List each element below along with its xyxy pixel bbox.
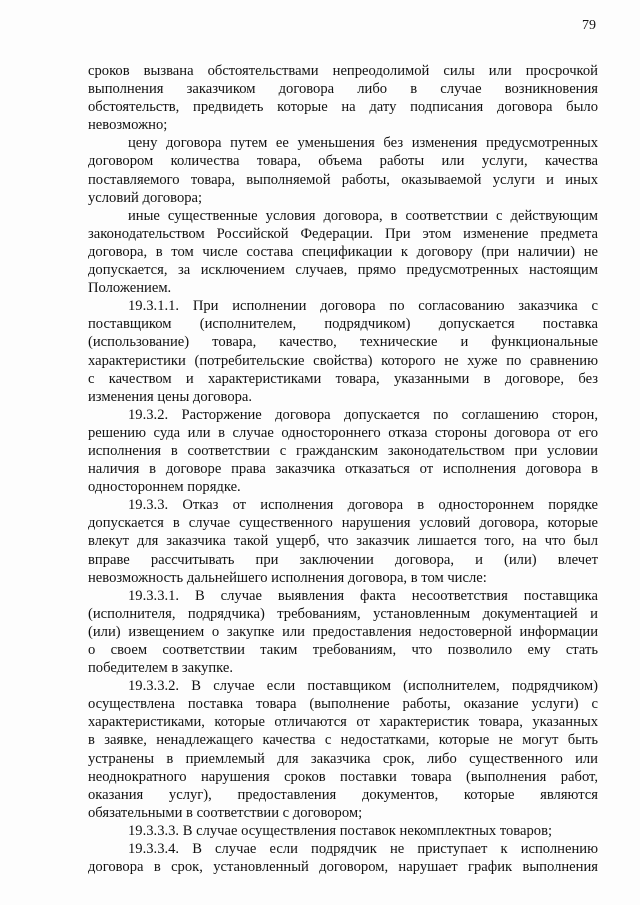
text-line: о своем соответствии таким требованиям, что позволило ему стать bbox=[88, 642, 598, 658]
text-line: выполнения заказчиком договора либо в случае возникновения bbox=[88, 81, 598, 98]
text-line: договора в срок, установленный договором, нарушает график выполнения bbox=[88, 859, 598, 876]
text-line: 19.3.3.1. В случае выявления факта несоответствия поставщика bbox=[128, 587, 598, 604]
text-line: иные существенные условия договора, в соответствии с действующим bbox=[128, 207, 598, 224]
text-line: оказания услуг), предоставления документов, которые являются bbox=[88, 786, 598, 803]
text-line: неоднократного нарушения сроков поставки товара (выполнения работ, bbox=[88, 768, 598, 785]
text-line: Положением. bbox=[88, 280, 172, 297]
text-line: с качеством и характеристиками товара, указанными в договоре, без bbox=[88, 370, 598, 387]
text-line: допускается в случае существенного нарушения условий договора, которые bbox=[88, 515, 598, 532]
text-line: изменения цены договора. bbox=[88, 388, 253, 405]
text-line: поставщиком (исполнителем, подрядчиком) допускается поставка bbox=[88, 316, 598, 333]
text-line: характеристики (потребительские свойства) которого не хуже по сравнению bbox=[88, 352, 598, 369]
text-line: договором количества товара, объема работы или услуги, качества bbox=[88, 153, 598, 170]
text-line: 19.3.1.1. При исполнении договора по согласованию заказчика с bbox=[128, 298, 598, 315]
page-number: 79 bbox=[582, 18, 596, 33]
text-line: победителем в закупке. bbox=[88, 660, 233, 677]
text-line: (или) извещением о закупке или предоставления недостоверной информации bbox=[88, 623, 598, 640]
text-line: решению суда или в случае одностороннего отказа стороны договора от его bbox=[88, 424, 598, 441]
text-line: в заявке, ненадлежащего качества с недостатками, которые не могут быть bbox=[88, 732, 598, 749]
text-line: законодательством Российской Федерации. При этом изменение предмета bbox=[88, 225, 598, 242]
text-line: 19.3.3.3. В случае осуществления поставок некомплектных товаров; bbox=[128, 822, 553, 839]
text-line: вправе рассчитывать при заключении договора, и (или) влечет bbox=[88, 551, 598, 568]
text-line: устранены в приемлемый для заказчика срок, либо существенного или bbox=[88, 750, 598, 767]
text-line: сроков вызвана обстоятельствами непреодолимой силы или просрочкой bbox=[88, 63, 598, 79]
text-line: (исполнителя, подрядчика) требованиям, установленным документацией и bbox=[88, 605, 598, 622]
text-line: условий договора; bbox=[88, 189, 203, 206]
text-line: одностороннем порядке. bbox=[88, 479, 241, 496]
text-line: исполнения в соответствии с гражданским законодательством при условии bbox=[88, 442, 598, 459]
text-line: (использование) товара, качество, технические и функциональные bbox=[88, 334, 598, 351]
text-line: договора, в том числе состава спецификации к договору (при наличии) не bbox=[88, 243, 598, 260]
text-line: невозможно; bbox=[88, 117, 168, 134]
text-line: наличия в договоре права заказчика отказаться от исполнения договора в bbox=[88, 461, 598, 478]
text-line: невозможность дальнейшего исполнения договора, в том числе: bbox=[88, 569, 487, 586]
text-line: поставляемого товара, выполняемой работы, оказываемой услуги и иных bbox=[88, 171, 598, 188]
text-line: влекут для заказчика такой ущерб, что заказчик лишается того, на что был bbox=[88, 533, 598, 550]
text-line: допускается, за исключением случаев, прямо предусмотренных настоящим bbox=[88, 262, 598, 279]
text-line: 19.3.3.2. В случае если поставщиком (исполнителем, подрядчиком) bbox=[128, 678, 598, 695]
text-line: обязательными в соответствии с договором; bbox=[88, 804, 363, 821]
document-body bbox=[88, 62, 598, 876]
text-line: цену договора путем ее уменьшения без изменения предусмотренных bbox=[128, 135, 598, 152]
text-line: осуществлена поставка товара (выполнение работы, оказание услуги) с bbox=[88, 696, 598, 713]
text-line: 19.3.2. Расторжение договора допускается по соглашению сторон, bbox=[128, 406, 598, 423]
text-line: характеристиками, которые отличаются от характеристик товара, указанных bbox=[88, 714, 598, 731]
text-line: 19.3.3. Отказ от исполнения договора в одностороннем порядке bbox=[128, 497, 598, 514]
text-line: 19.3.3.4. В случае если подрядчик не приступает к исполнению bbox=[128, 841, 598, 858]
text-line: обстоятельств, предвидеть которые на дату подписания договора было bbox=[88, 99, 598, 116]
